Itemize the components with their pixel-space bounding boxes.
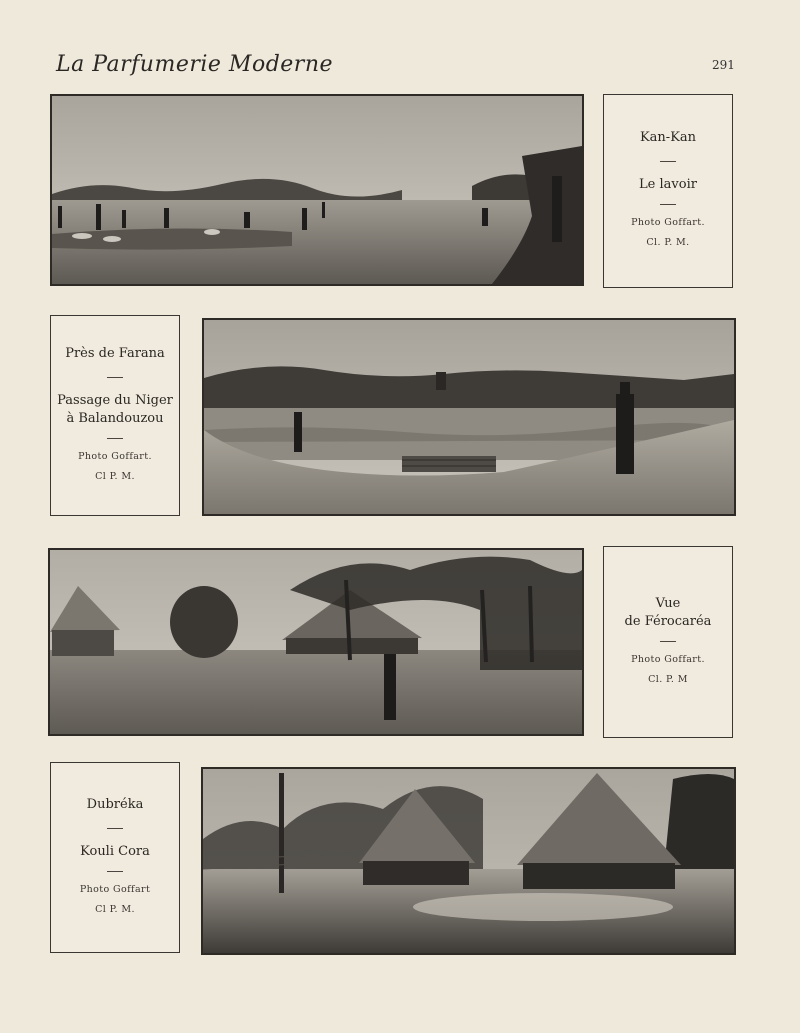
photo-credit: Photo Goffart [79,883,151,895]
caption-kan-kan [603,94,733,288]
photo-credit: Photo Goffart. [631,653,705,665]
divider [107,377,123,378]
photo-reference: Cl. P. M. [646,237,690,248]
photo-kan-kan-lavoir [50,94,584,286]
caption-ferocarea [603,546,733,738]
caption-subtitle: Kouli Cora [80,843,150,859]
photo-reference: Cl P. M. [95,903,135,915]
photo-reference: Cl P. M. [95,470,135,482]
divider [107,438,123,439]
photo-ferocarea [48,548,584,736]
divider [660,161,676,162]
divider [107,871,123,872]
caption-title: Dubréka [86,796,144,812]
divider [660,204,676,205]
page-number: 291 [712,58,735,72]
photo-niger-crossing [202,318,736,516]
photo-kouli-cora [201,767,736,955]
caption-dubreka [50,762,180,953]
journal-title: La Parfumerie Moderne [56,52,334,77]
photo-credit: Photo Goffart. [78,450,152,462]
divider [107,828,123,829]
caption-subtitle: Passage du Niger à Balandouzou [57,392,173,426]
caption-title: Près de Farana [65,345,165,361]
photo-reference: Cl. P. M [648,673,688,685]
caption-title: Kan-Kan [639,130,697,145]
divider [660,641,676,642]
caption-subtitle: Le lavoir [639,177,697,192]
photo-credit: Photo Goffart. [631,217,705,228]
caption-title: Vue de Férocaréa [624,595,712,629]
caption-farana [50,315,180,516]
